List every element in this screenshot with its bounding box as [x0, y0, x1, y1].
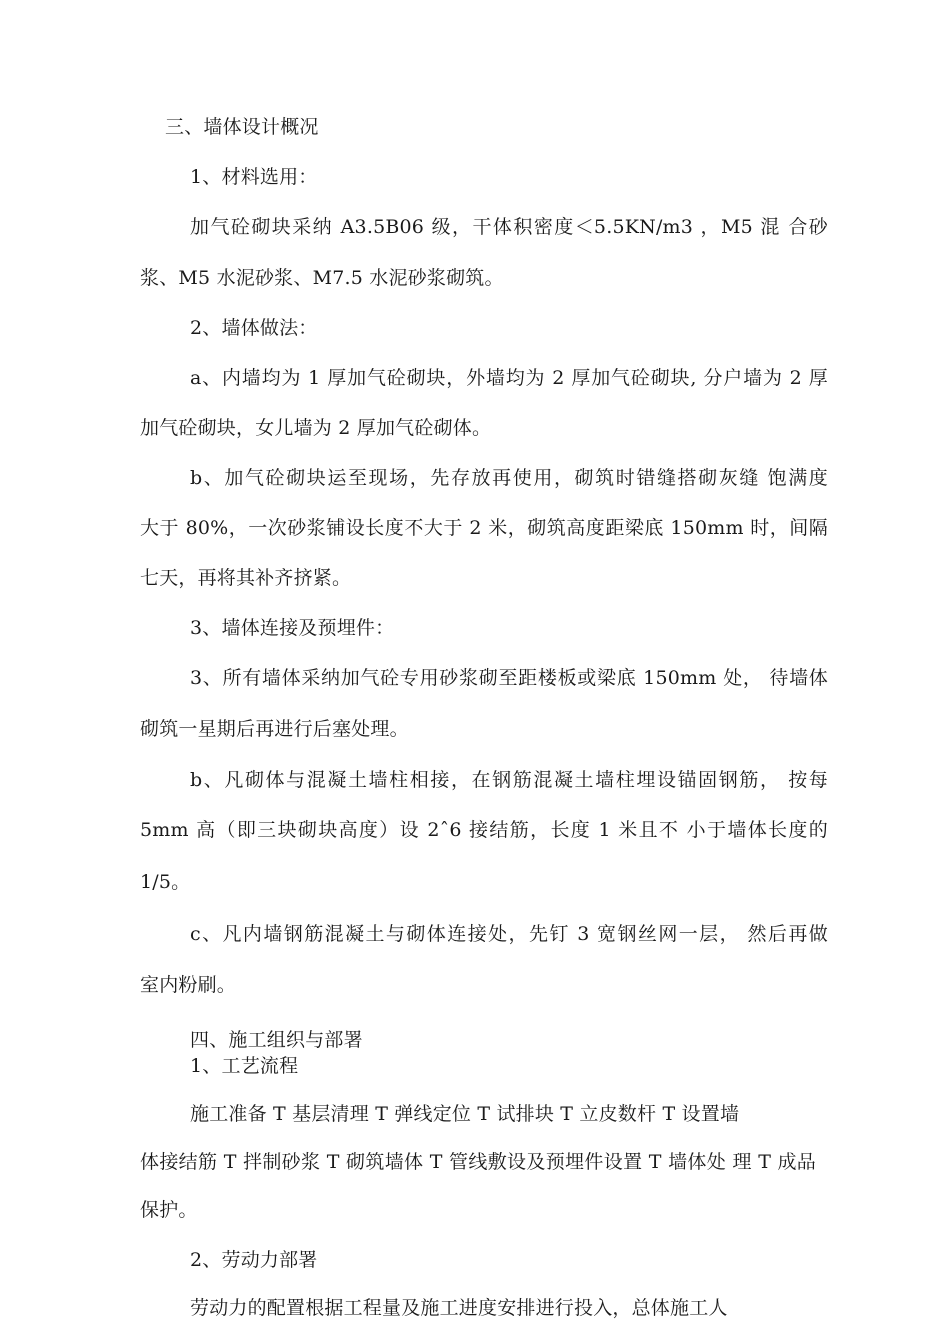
section-heading-construction-organization: 四、施工组织与部署	[190, 1029, 363, 1051]
paragraph-line: b、凡砌体与混凝土墙柱相接，在钢筋混凝土墙柱埋设锚固钢筋， 按每	[190, 769, 828, 791]
paragraph-line: 加气砼砌块，女儿墙为 2 厚加气砼砌体。	[140, 417, 492, 439]
paragraph-line: 加气砼砌块采纳 A3.5B06 级，干体积密度＜5.5KN/m3 ，M5 混 合砂	[190, 216, 828, 238]
section-heading-wall-design: 三、墙体设计概况	[165, 116, 319, 138]
paragraph-line: 5mm 高（即三块砌块高度）设 2ˆ6 接结筋，长度 1 米且不 小于墙体长度的	[140, 819, 828, 841]
paragraph-line: 保护。	[140, 1199, 198, 1221]
paragraph-line: a、内墙均为 1 厚加气砼砌块，外墙均为 2 厚加气砼砌块, 分户墙为 2 厚	[190, 367, 828, 389]
paragraph-line: 浆、M5 水泥砂浆、M7.5 水泥砂浆砌筑。	[140, 267, 504, 289]
paragraph-line: 七天，再将其补齐挤紧。	[140, 567, 352, 589]
subheading-labor-deployment: 2、劳动力部署	[190, 1249, 318, 1271]
paragraph-line: c、凡内墙钢筋混凝土与砌体连接处，先钉 3 宽钢丝网一层， 然后再做	[190, 923, 828, 945]
subheading-wall-connection: 3、墙体连接及预埋件：	[190, 617, 395, 639]
paragraph-line: 劳动力的配置根据工程量及施工进度安排进行投入，总体施工人	[190, 1297, 728, 1319]
paragraph-line: 体接结筋 T 拌制砂浆 T 砌筑墙体 T 管线敷设及预埋件设置 T 墙体处 理 T 成品	[140, 1151, 816, 1173]
subheading-materials: 1、材料选用：	[190, 166, 318, 188]
paragraph-line: 室内粉刷。	[140, 974, 237, 996]
paragraph-line: 大于 80%，一次砂浆铺设长度不大于 2 米，砌筑高度距梁底 150mm 时，间隔	[140, 517, 828, 539]
paragraph-line: 砌筑一星期后再进行后塞处理。	[140, 718, 409, 740]
paragraph-line: b、加气砼砌块运至现场，先存放再使用，砌筑时错缝搭砌灰缝 饱满度	[190, 467, 828, 489]
subheading-process-flow: 1、工艺流程	[190, 1055, 299, 1077]
subheading-wall-method: 2、墙体做法：	[190, 317, 318, 339]
paragraph-line: 施工准备 T 基层清理 T 弹线定位 T 试排块 T 立皮数杆 T 设置墙	[190, 1103, 740, 1125]
paragraph-line: 1/5。	[140, 871, 191, 893]
paragraph-line: 3、所有墙体采纳加气砼专用砂浆砌至距楼板或梁底 150mm 处， 待墙体	[190, 667, 828, 689]
